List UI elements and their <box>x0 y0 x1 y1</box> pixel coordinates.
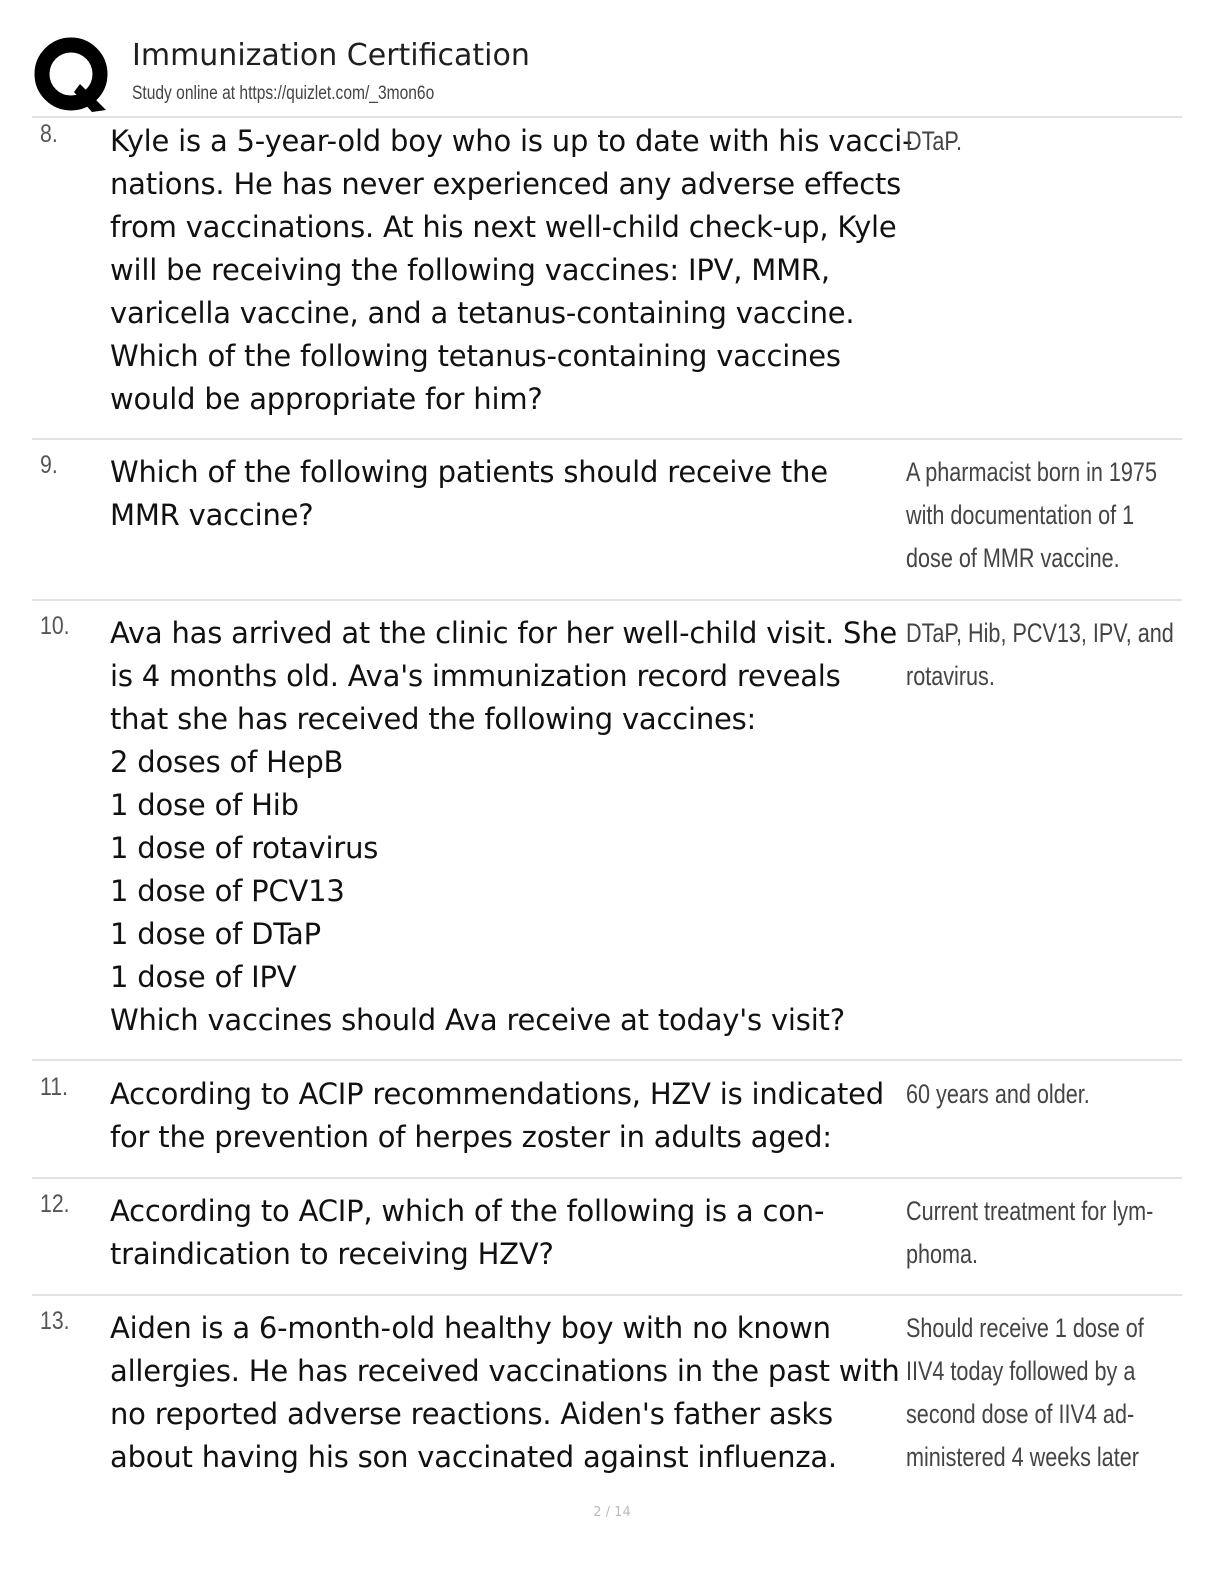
divider <box>32 1059 1182 1061</box>
card-term <box>110 1190 910 1276</box>
term-line: 1 dose of DTaP <box>110 917 321 951</box>
term-line: is 4 months old. Ava's immunization record reveals <box>110 659 841 693</box>
definition-line: DTaP, Hib, PCV13, IPV, and <box>906 618 1174 648</box>
term-line: MMR vaccine? <box>110 498 314 532</box>
divider <box>32 438 1182 440</box>
term-line: Aiden is a 6-month-old healthy boy with no known <box>110 1311 831 1345</box>
card-number: 12. <box>40 1190 70 1218</box>
definition-line: DTaP. <box>906 126 963 156</box>
term-line: varicella vaccine, and a tetanus-containing vaccine. <box>110 296 855 330</box>
term-line: nations. He has never experienced any adverse effects <box>110 167 902 201</box>
card-definition <box>906 612 1174 698</box>
card-number: 11. <box>40 1073 68 1101</box>
term-line: 1 dose of rotavirus <box>110 831 379 865</box>
definition-line: rotavirus. <box>906 661 995 691</box>
term-line: that she has received the following vaccines: <box>110 702 757 736</box>
definition-line: 60 years and older. <box>906 1079 1090 1109</box>
definition-line: A pharmacist born in 1975 <box>906 457 1157 487</box>
term-line: According to ACIP recommendations, HZV is indicated <box>110 1077 884 1111</box>
definition-line: Current treatment for lym- <box>906 1196 1154 1226</box>
definition-line: dose of MMR vaccine. <box>906 543 1120 573</box>
term-line: Ava has arrived at the clinic for her well-child visit. She <box>110 616 898 650</box>
term-line: about having his son vaccinated against influenza. <box>110 1440 837 1474</box>
term-line: 1 dose of IPV <box>110 960 297 994</box>
card-term <box>110 451 910 537</box>
card-definition <box>906 451 1170 580</box>
term-line: Which of the following tetanus-containing vaccines <box>110 339 841 373</box>
definition-line: ministered 4 weeks later <box>906 1442 1139 1472</box>
card-term <box>110 612 910 1042</box>
card-definition <box>906 1073 1170 1116</box>
card-number: 10. <box>40 612 70 640</box>
divider <box>32 1177 1182 1179</box>
page-number: 2 / 14 <box>593 1505 631 1520</box>
term-line: traindication to receiving HZV? <box>110 1237 554 1271</box>
page-header <box>34 30 1182 116</box>
term-line: 2 doses of HepB <box>110 745 344 779</box>
term-line: would be appropriate for him? <box>110 382 543 416</box>
card-term <box>110 120 913 421</box>
divider <box>32 599 1182 601</box>
quizlet-logo-icon <box>34 36 112 114</box>
term-line: from vaccinations. At his next well-child check-up, Kyle <box>110 210 897 244</box>
term-line: Kyle is a 5-year-old boy who is up to date with his vacci- <box>110 124 913 158</box>
card-term <box>110 1307 910 1479</box>
term-line: Which vaccines should Ava receive at today's visit? <box>110 1003 845 1037</box>
divider <box>32 116 1182 118</box>
term-line: 1 dose of PCV13 <box>110 874 345 908</box>
term-line: no reported adverse reactions. Aiden's father asks <box>110 1397 833 1431</box>
set-title: Immunization Certification <box>132 38 530 73</box>
term-line: for the prevention of herpes zoster in adults aged: <box>110 1120 832 1154</box>
definition-line: IIV4 today followed by a <box>906 1356 1136 1386</box>
divider <box>32 1294 1182 1296</box>
term-line: Which of the following patients should receive the <box>110 455 828 489</box>
definition-line: phoma. <box>906 1239 979 1269</box>
term-line: will be receiving the following vaccines: IPV, MMR, <box>110 253 830 287</box>
study-link-text: Study online at https://quizlet.com/_3mon6o <box>132 83 435 104</box>
term-line: allergies. He has received vaccinations in the past with <box>110 1354 900 1388</box>
card-number: 13. <box>40 1307 70 1335</box>
term-line: 1 dose of Hib <box>110 788 299 822</box>
card-definition <box>906 1307 1170 1479</box>
term-line: According to ACIP, which of the following is a con- <box>110 1194 825 1228</box>
card-definition <box>906 120 1170 163</box>
card-definition <box>906 1190 1170 1276</box>
definition-line: with documentation of 1 <box>906 500 1135 530</box>
card-number: 8. <box>40 120 58 148</box>
definition-line: second dose of IIV4 ad- <box>906 1399 1135 1429</box>
card-number: 9. <box>40 451 58 479</box>
card-term <box>110 1073 910 1159</box>
definition-line: Should receive 1 dose of <box>906 1313 1144 1343</box>
